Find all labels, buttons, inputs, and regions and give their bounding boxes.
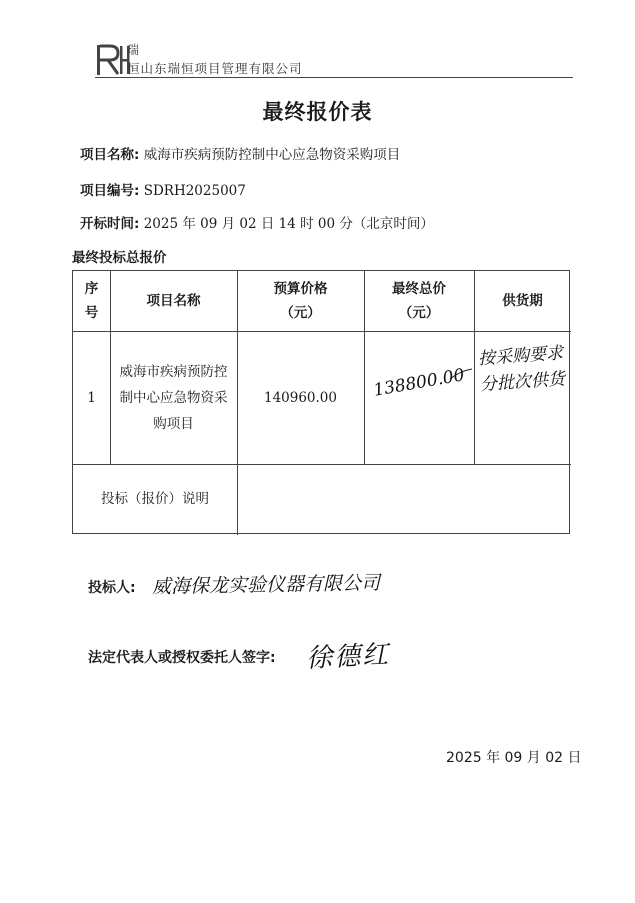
project-no-line: [80, 179, 246, 199]
logo-char-bottom: 恒: [127, 61, 141, 76]
open-time-line: [80, 212, 434, 232]
row-budget: 140960.00: [263, 389, 337, 406]
note-value: [237, 464, 571, 534]
header-name: 项目名称: [146, 293, 201, 309]
pen-stroke-icon: [448, 367, 474, 381]
logo-char-top: 瑞: [127, 43, 140, 57]
company-name-text: 山东瑞恒项目管理有限公司: [140, 61, 303, 76]
project-name-line: [80, 143, 400, 163]
project-name-value: 威海市疾病预防控制中心应急物资采购项目: [143, 147, 401, 163]
rep-signature: 徐德红: [305, 639, 391, 675]
note-label: 投标（报价）说明: [101, 491, 209, 507]
open-time-value: 2025 年 09 月 02 日 14 时 00 分（北京时间）: [143, 216, 434, 232]
row-project-name: 威海市疾病预防控制中心应急物资采购项目: [119, 363, 228, 432]
bidder-label: 投标人:: [88, 580, 136, 596]
sign-date: 2025 年 09 月 02 日: [446, 750, 582, 766]
row-seq: 1: [87, 389, 96, 406]
rep-label: 法定代表人或授权委托人签字:: [88, 650, 276, 666]
open-time-label: 开标时间:: [80, 216, 140, 232]
project-name-label: 项目名称:: [80, 147, 140, 163]
row-supply-handwritten: 按采购要求分批次供货: [477, 343, 566, 396]
header-divider: [95, 77, 573, 78]
project-no-label: 项目编号:: [80, 183, 140, 199]
page-title: 最终报价表: [262, 100, 373, 124]
header-seq: 序号: [84, 281, 99, 321]
section-title: 最终投标总报价: [72, 250, 167, 266]
project-no-value: SDRH2025007: [143, 183, 246, 199]
header-supply: 供货期: [502, 293, 543, 309]
header-final: 最终总价（元）: [392, 281, 446, 321]
company-logo-icon: [96, 44, 130, 76]
header-budget: 预算价格（元）: [273, 281, 328, 321]
company-name: [127, 59, 303, 77]
quote-table: [72, 270, 570, 534]
row-final-handwritten: 138800.00: [371, 365, 466, 401]
bidder-signature: 威海保龙实验仪器有限公司: [151, 572, 381, 598]
